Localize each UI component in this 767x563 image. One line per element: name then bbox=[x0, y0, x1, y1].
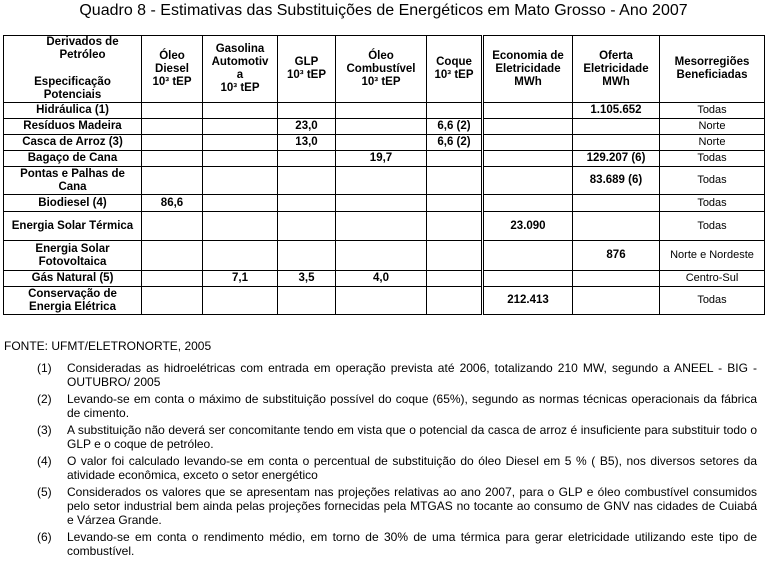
cell-oleo bbox=[336, 287, 427, 315]
cell-diesel bbox=[142, 271, 203, 287]
cell-economia bbox=[483, 135, 573, 151]
cell-glp bbox=[278, 195, 336, 212]
cell-economia bbox=[483, 271, 573, 287]
footnote-item bbox=[37, 485, 757, 527]
footnote-number: (6) bbox=[37, 530, 52, 544]
cell-oferta bbox=[573, 195, 660, 212]
cell-oferta bbox=[573, 119, 660, 135]
col-header-oleo-combustivel: Óleo Combustível 10³ tEP bbox=[336, 36, 427, 103]
row-label: Casca de Arroz (3) bbox=[4, 135, 142, 151]
cell-gasolina bbox=[203, 103, 278, 119]
cell-oleo: 4,0 bbox=[336, 271, 427, 287]
header-derivados-line2: Petróleo bbox=[59, 49, 106, 61]
cell-glp: 3,5 bbox=[278, 271, 336, 287]
cell-coque: 6,6 (2) bbox=[427, 135, 483, 151]
row-label: Biodiesel (4) bbox=[4, 195, 142, 212]
footnote-number: (3) bbox=[37, 423, 52, 437]
header-spec-line1: Especificação bbox=[34, 76, 111, 88]
cell-mesorregiao: Todas bbox=[660, 287, 765, 315]
cell-mesorregiao: Todas bbox=[660, 212, 765, 241]
header-row bbox=[4, 36, 765, 103]
row-label: Conservação de Energia Elétrica bbox=[4, 287, 142, 315]
cell-gasolina bbox=[203, 119, 278, 135]
footnote-number: (5) bbox=[37, 485, 52, 499]
cell-mesorregiao: Norte bbox=[660, 135, 765, 151]
footnote-item bbox=[37, 392, 757, 420]
cell-oleo bbox=[336, 167, 427, 195]
cell-oferta: 129.207 (6) bbox=[573, 151, 660, 167]
footnote-number: (4) bbox=[37, 454, 52, 468]
footnote-item bbox=[37, 423, 757, 451]
cell-gasolina bbox=[203, 151, 278, 167]
row-label: Energia Solar Térmica bbox=[4, 212, 142, 241]
cell-economia bbox=[483, 195, 573, 212]
row-label: Pontas e Palhas de Cana bbox=[4, 167, 142, 195]
cell-glp bbox=[278, 212, 336, 241]
cell-coque bbox=[427, 271, 483, 287]
cell-gasolina bbox=[203, 167, 278, 195]
footnote-item bbox=[37, 530, 757, 558]
footnote-item bbox=[37, 361, 757, 389]
cell-oferta: 876 bbox=[573, 241, 660, 271]
cell-diesel bbox=[142, 167, 203, 195]
cell-oleo bbox=[336, 241, 427, 271]
col-header-economia: Economia de Eletricidade MWh bbox=[483, 36, 573, 103]
table-row bbox=[4, 103, 765, 119]
table-row bbox=[4, 119, 765, 135]
col-header-oleo-diesel: Óleo Diesel 10³ tEP bbox=[142, 36, 203, 103]
table-row bbox=[4, 195, 765, 212]
header-derivados-line1: Derivados de bbox=[46, 36, 119, 48]
header-spec-line2: Potenciais bbox=[43, 89, 102, 101]
source-note: FONTE: UFMT/ELETRONORTE, 2005 bbox=[4, 339, 212, 353]
cell-economia bbox=[483, 103, 573, 119]
cell-gasolina bbox=[203, 135, 278, 151]
row-label: Hidráulica (1) bbox=[4, 103, 142, 119]
cell-oferta bbox=[573, 271, 660, 287]
cell-diesel bbox=[142, 151, 203, 167]
footnote-item bbox=[37, 454, 757, 482]
row-label: Energia Solar Fotovoltaica bbox=[4, 241, 142, 271]
cell-diesel: 86,6 bbox=[142, 195, 203, 212]
cell-glp bbox=[278, 287, 336, 315]
cell-diesel bbox=[142, 119, 203, 135]
col-header-coque: Coque 10³ tEP bbox=[427, 36, 483, 103]
cell-glp bbox=[278, 151, 336, 167]
cell-mesorregiao: Todas bbox=[660, 103, 765, 119]
footnote-text: Levando-se em conta o máximo de substituição possível do coque (65%), segundo as normas técnicas operacionais da fábrica de cimento. bbox=[67, 392, 757, 420]
page-title: Quadro 8 - Estimativas das Substituições de Energéticos em Mato Grosso - Ano 2007 bbox=[79, 2, 688, 19]
cell-oleo bbox=[336, 119, 427, 135]
cell-mesorregiao: Todas bbox=[660, 151, 765, 167]
table-row bbox=[4, 167, 765, 195]
cell-coque bbox=[427, 151, 483, 167]
footnote-text: O valor foi calculado levando-se em conta o percentual de substituição do óleo Diesel em 5 % ( B5), nos diversos setores da atividade econômica, exceto o setor energético bbox=[67, 454, 757, 482]
table-row bbox=[4, 135, 765, 151]
table-row bbox=[4, 287, 765, 315]
cell-oferta: 1.105.652 bbox=[573, 103, 660, 119]
row-label: Bagaço de Cana bbox=[4, 151, 142, 167]
cell-economia bbox=[483, 241, 573, 271]
col-header-gasolina: Gasolina Automotiv a 10³ tEP bbox=[203, 36, 278, 103]
cell-oferta bbox=[573, 212, 660, 241]
cell-mesorregiao: Todas bbox=[660, 167, 765, 195]
cell-glp: 23,0 bbox=[278, 119, 336, 135]
cell-coque bbox=[427, 287, 483, 315]
col-header-oferta: Oferta Eletricidade MWh bbox=[573, 36, 660, 103]
footnote-number: (1) bbox=[37, 361, 52, 375]
footnote-text: Consideradas as hidroelétricas com entrada em operação prevista até 2006, totalizando 210 MW, segundo a ANEEL - BIG - OUTUBRO/ 2005 bbox=[67, 361, 757, 389]
cell-mesorregiao: Norte e Nordeste bbox=[660, 241, 765, 271]
cell-oleo: 19,7 bbox=[336, 151, 427, 167]
cell-oferta bbox=[573, 287, 660, 315]
data-table bbox=[3, 35, 765, 315]
table-row bbox=[4, 271, 765, 287]
footnote-text: A substituição não deverá ser concomitante tendo em vista que o potencial da casca de arroz é insuficiente para substituir todo o GLP e o coque de petróleo. bbox=[67, 423, 757, 451]
cell-mesorregiao: Centro-Sul bbox=[660, 271, 765, 287]
cell-economia bbox=[483, 167, 573, 195]
cell-coque: 6,6 (2) bbox=[427, 119, 483, 135]
cell-coque bbox=[427, 212, 483, 241]
cell-coque bbox=[427, 195, 483, 212]
cell-coque bbox=[427, 103, 483, 119]
cell-gasolina bbox=[203, 241, 278, 271]
footnote-number: (2) bbox=[37, 392, 52, 406]
footnotes bbox=[37, 361, 757, 561]
cell-diesel bbox=[142, 135, 203, 151]
col-header-mesorregioes: Mesorregiões Beneficiadas bbox=[660, 36, 765, 103]
cell-glp bbox=[278, 167, 336, 195]
cell-oferta: 83.689 (6) bbox=[573, 167, 660, 195]
cell-economia: 23.090 bbox=[483, 212, 573, 241]
col-header-glp: GLP 10³ tEP bbox=[278, 36, 336, 103]
cell-diesel bbox=[142, 212, 203, 241]
cell-economia bbox=[483, 151, 573, 167]
cell-glp: 13,0 bbox=[278, 135, 336, 151]
table-row bbox=[4, 151, 765, 167]
footnote-text: Considerados os valores que se apresentam nas projeções relativas ao ano 2007, para o GLP e óleo combustível consumidos pelo setor industrial bem ainda pelas projeções fornecidas pela MTGAS no tocante ao consumo de GNV nas cidades de Cuiabá e Várzea Grande. bbox=[67, 485, 757, 527]
cell-coque bbox=[427, 241, 483, 271]
cell-glp bbox=[278, 241, 336, 271]
row-label: Gás Natural (5) bbox=[4, 271, 142, 287]
cell-mesorregiao: Todas bbox=[660, 195, 765, 212]
cell-oferta bbox=[573, 135, 660, 151]
cell-mesorregiao: Norte bbox=[660, 119, 765, 135]
cell-gasolina bbox=[203, 287, 278, 315]
table-row bbox=[4, 212, 765, 241]
cell-oleo bbox=[336, 103, 427, 119]
cell-diesel bbox=[142, 287, 203, 315]
header-corner bbox=[4, 36, 142, 103]
cell-economia bbox=[483, 119, 573, 135]
cell-glp bbox=[278, 103, 336, 119]
cell-diesel bbox=[142, 103, 203, 119]
cell-coque bbox=[427, 167, 483, 195]
cell-gasolina bbox=[203, 195, 278, 212]
cell-oleo bbox=[336, 135, 427, 151]
cell-oleo bbox=[336, 212, 427, 241]
footnote-text: Levando-se em conta o rendimento médio, em torno de 30% de uma térmica para gerar eletricidade utilizando este tipo de combustível. bbox=[67, 530, 757, 558]
cell-diesel bbox=[142, 241, 203, 271]
cell-gasolina: 7,1 bbox=[203, 271, 278, 287]
table-row bbox=[4, 241, 765, 271]
cell-gasolina bbox=[203, 212, 278, 241]
cell-economia: 212.413 bbox=[483, 287, 573, 315]
row-label: Resíduos Madeira bbox=[4, 119, 142, 135]
cell-oleo bbox=[336, 195, 427, 212]
